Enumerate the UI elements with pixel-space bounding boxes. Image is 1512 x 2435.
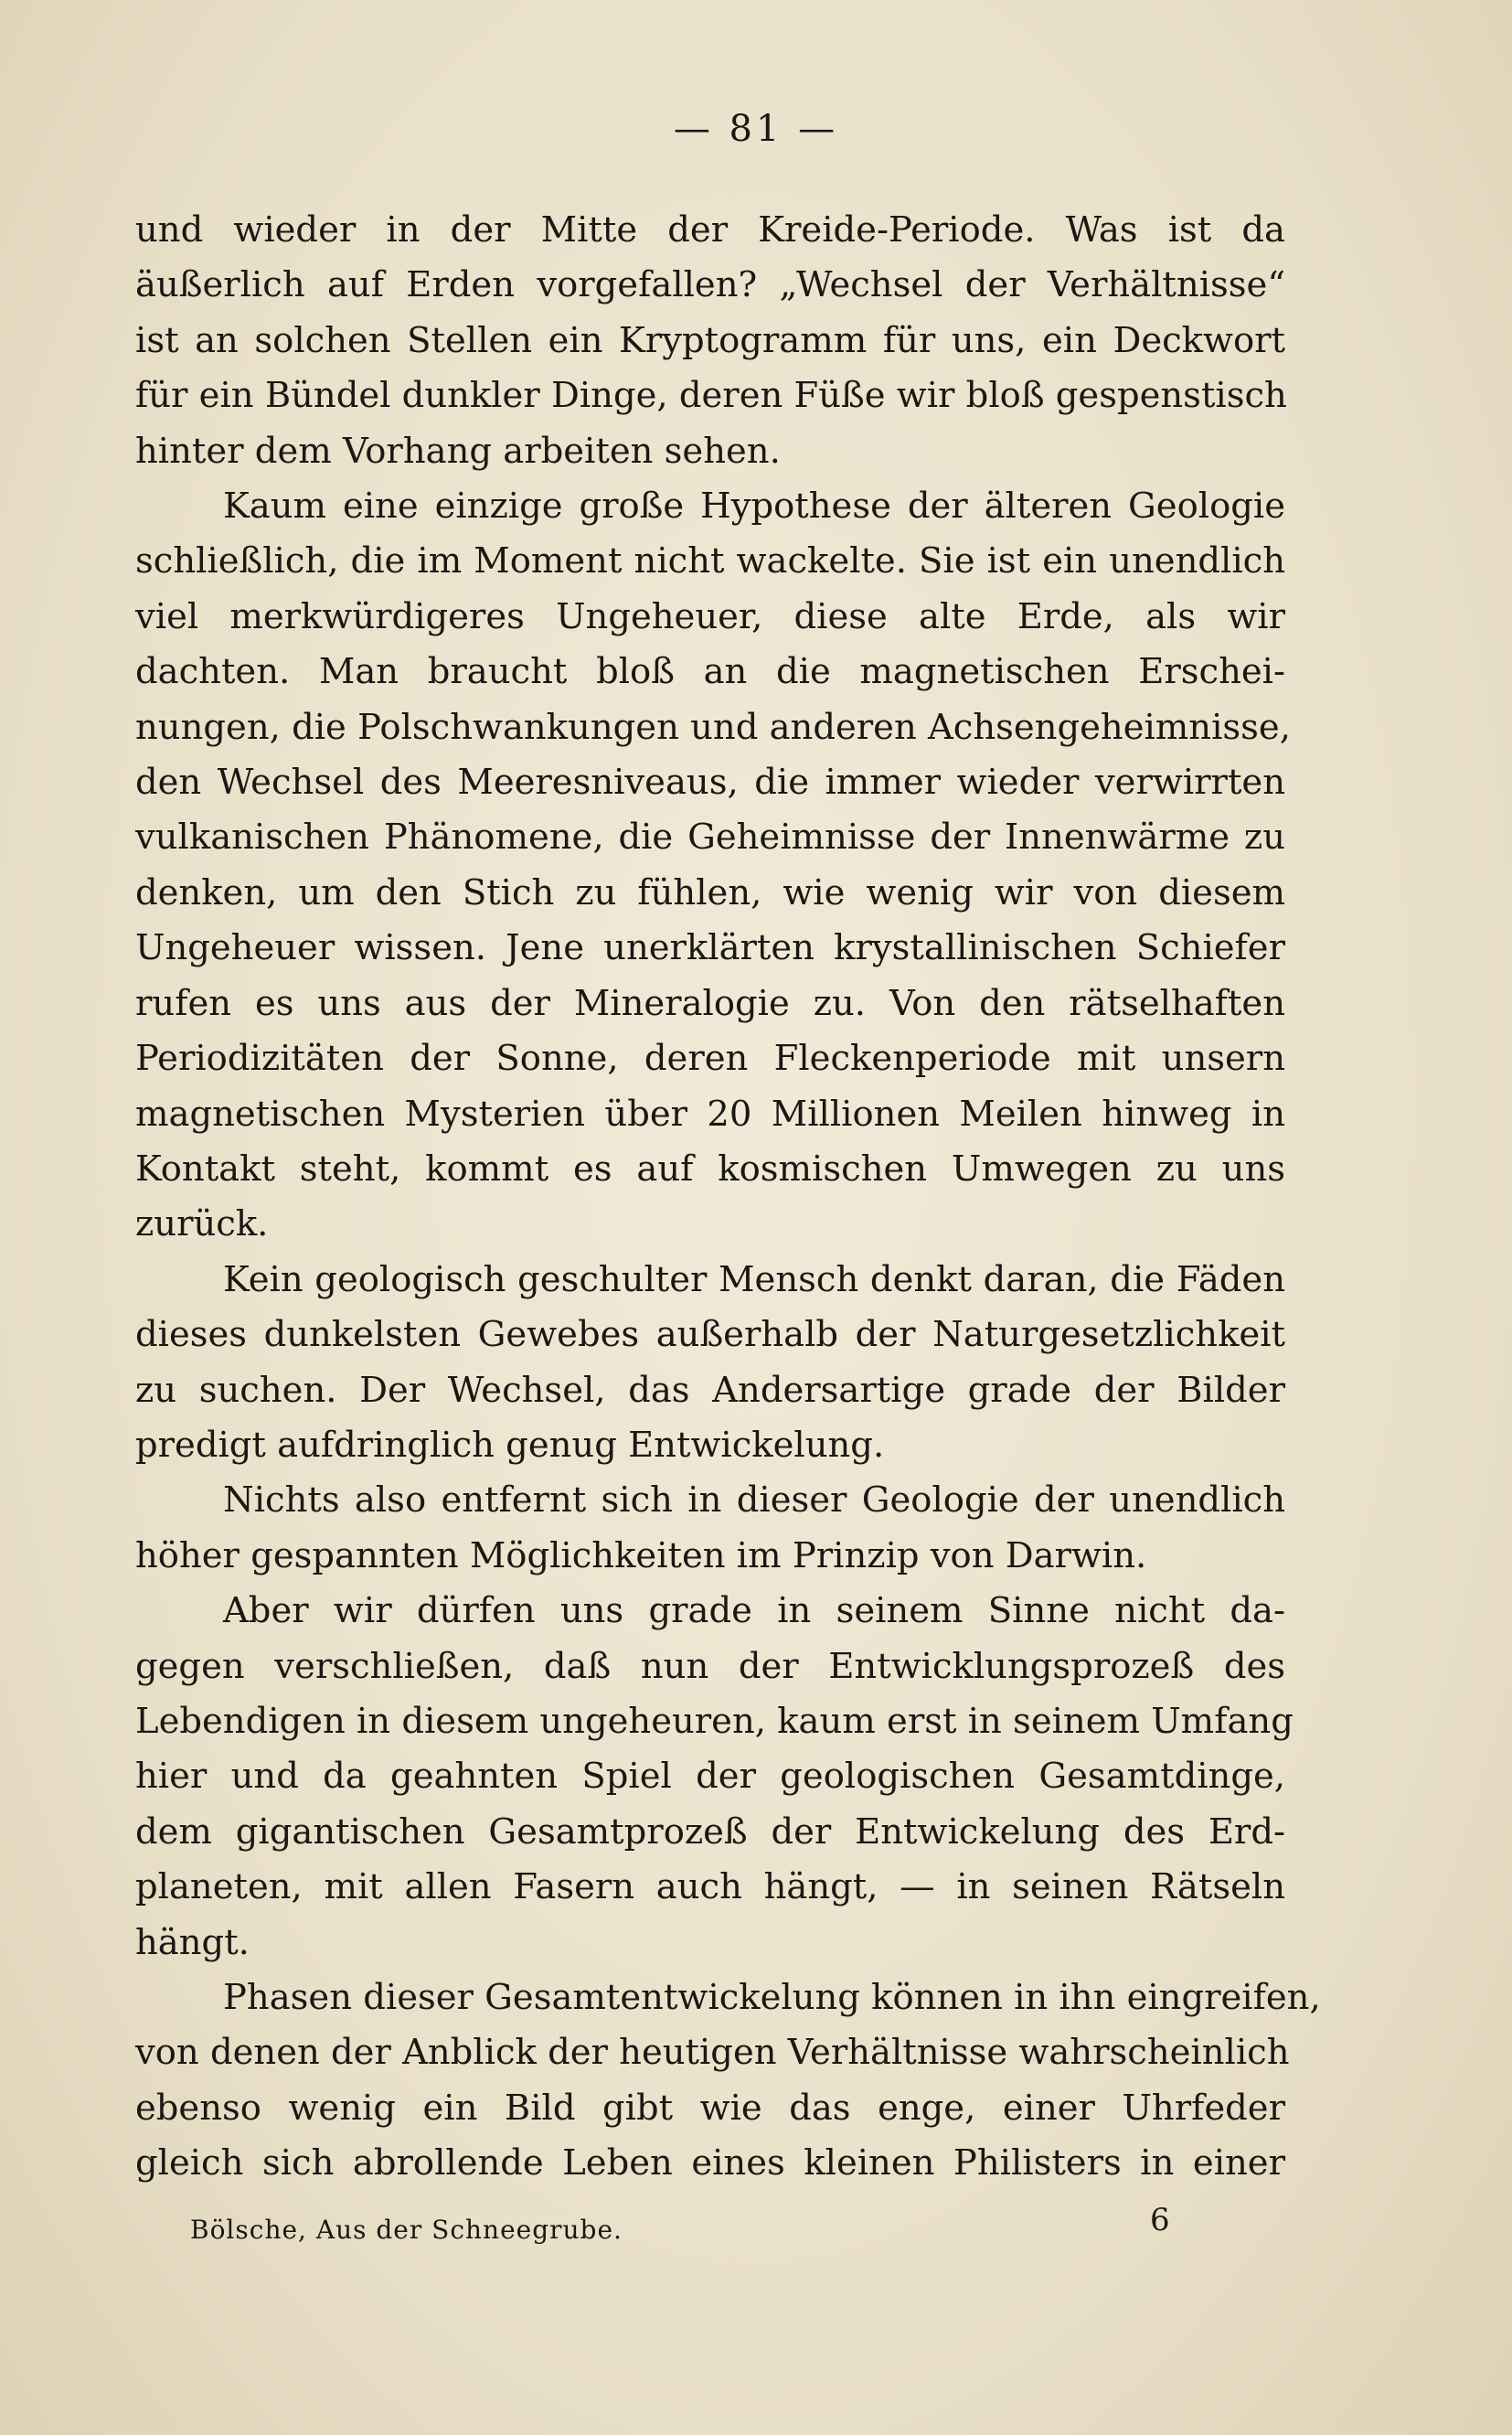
page-number: — 81 — [673,108,839,150]
text-line: Phasen dieser Gesamtentwickelung können in ihn eingreifen, [223,1977,1321,2018]
text-line: von denen der Anblick der heutigen Verhältnisse wahrscheinlich [135,2032,1290,2074]
text-line: dachten. Man braucht bloß an die magnetischen Erschei- [135,651,1285,693]
text-line: dem gigantischen Gesamtprozeß der Entwickelung des Erd- [135,1810,1285,1853]
text-line: hinter dem Vorhang arbeiten sehen. [135,430,781,472]
text-line: ist an solchen Stellen ein Kryptogramm für uns, ein Deckwort [135,319,1285,361]
text-line: Periodizitäten der Sonne, deren Fleckenperiode mit unsern [135,1038,1285,1080]
text-line: gegen verschließen, daß nun der Entwicklungsprozeß des [135,1645,1285,1687]
footer-sheet-number: 6 [1150,2202,1170,2238]
text-line: schließlich, die im Moment nicht wackelte. Sie ist ein unendlich [135,540,1285,582]
text-line: hängt. [135,1921,250,1963]
text-line: rufen es uns aus der Mineralogie zu. Von den rätselhaften [135,982,1285,1024]
text-line: Lebendigen in diesem ungeheuren, kaum erst in seinem Umfang [135,1700,1294,1742]
text-line: den Wechsel des Meeresniveaus, die immer wieder verwirrten [135,762,1285,804]
text-line: predigt aufdringlich genug Entwickelung. [135,1424,885,1466]
text-line: Nichts also entfernt sich in dieser Geologie der unendlich [223,1479,1285,1522]
paragraph-2 [135,479,1291,1253]
text-line: zurück. [135,1203,269,1245]
text-line: äußerlich auf Erden vorgefallen? „Wechsel der Verhältnisse“ [135,264,1285,306]
text-line: denken, um den Stich zu fühlen, wie wenig wir von diesem [135,871,1285,913]
paragraph-4 [135,1473,1285,1584]
text-line: ebenso wenig ein Bild gibt wie das enge, einer Uhrfeder [135,2087,1285,2129]
text-line: dieses dunkelsten Gewebes außerhalb der Naturgesetzlichkeit [135,1314,1285,1356]
text-line: nungen, die Polschwankungen und anderen Achsengeheimnisse, [135,706,1291,748]
paragraph-1 [135,203,1285,479]
footer-signature: Bölsche, Aus der Schneegrube. [190,2215,623,2245]
text-line: planeten, mit allen Fasern auch hängt, — in seinen Rätseln [135,1866,1285,1908]
text-line: Kein geologisch geschulter Mensch denkt daran, die Fäden [223,1258,1285,1300]
text-line: zu suchen. Der Wechsel, das Andersartige grade der Bilder [135,1369,1285,1411]
paragraph-6 [135,1970,1321,2192]
text-line: Kaum eine einzige große Hypothese der älteren Geologie [223,486,1285,528]
text-line: hier und da geahnten Spiel der geologischen Gesamtdinge, [135,1756,1285,1798]
text-line: und wieder in der Mitte der Kreide-Periode. Was ist da [135,209,1285,251]
body-text [135,203,1321,2192]
text-line: viel merkwürdigeres Ungeheuer, diese alte Erde, als wir [135,595,1285,637]
text-line: für ein Bündel dunkler Dinge, deren Füße wir bloß gespenstisch [135,375,1287,417]
text-line: gleich sich abrollende Leben eines kleinen Philisters in einer [135,2142,1285,2184]
text-line: Kontakt steht, kommt es auf kosmischen Umwegen zu uns [135,1148,1285,1190]
paragraph-5 [135,1584,1294,1970]
text-line: Aber wir dürfen uns grade in seinem Sinne nicht da- [223,1590,1285,1632]
text-line: vulkanischen Phänomene, die Geheimnisse der Innenwärme zu [135,817,1285,859]
text-line: Ungeheuer wissen. Jene unerklärten krystallinischen Schiefer [135,927,1285,969]
paragraph-3 [135,1253,1285,1474]
text-line: magnetischen Mysterien über 20 Millionen Meilen hinweg in [135,1093,1285,1135]
text-line: höher gespannten Möglichkeiten im Prinzip von Darwin. [135,1534,1147,1576]
